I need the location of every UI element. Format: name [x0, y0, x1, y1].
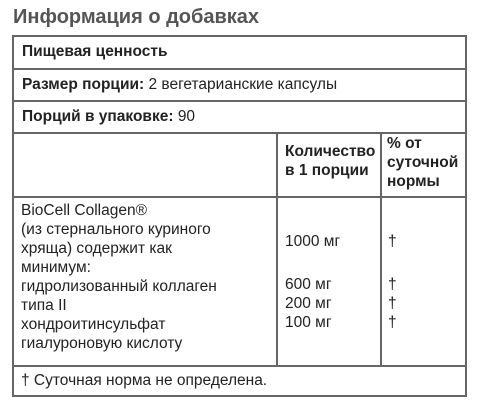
- amount-header-line1: Количество: [285, 143, 376, 160]
- amount-value: 600 мг: [285, 276, 332, 293]
- servings-row: [14, 102, 465, 134]
- footnote: † Суточная норма не определена.: [21, 372, 268, 389]
- ingredient-name-line: типа II: [21, 297, 67, 314]
- ingredient-name-line: минимум:: [21, 259, 91, 276]
- servings-value: 90: [177, 108, 196, 125]
- supplement-facts-table: [12, 35, 467, 397]
- daily-value-dagger: †: [388, 276, 397, 293]
- serving-size-value: 2 вегетарианские капсулы: [148, 76, 338, 93]
- footnote-row: [14, 367, 465, 395]
- ingredient-name-line: гидролизованный коллаген: [21, 278, 217, 295]
- daily-value-cell: [380, 198, 465, 365]
- serving-size: [22, 76, 337, 94]
- amount-value: 1000 мг: [285, 233, 341, 250]
- ingredient-row: [14, 198, 465, 367]
- dv-header-line3: нормы: [387, 173, 440, 190]
- servings-per-container: [22, 108, 195, 126]
- ingredient-name-line: хряща) содержит как: [21, 240, 172, 257]
- daily-value-dagger: †: [388, 314, 397, 331]
- serving-size-row: [14, 70, 465, 102]
- amount-header-cell: [276, 134, 380, 196]
- amount-value: 200 мг: [285, 295, 332, 312]
- amount-cell: [276, 198, 380, 365]
- dv-header-line2: суточной: [387, 154, 459, 171]
- ingredient-name-line: BioCell Collagen®: [21, 202, 148, 219]
- ingredient-name-line: хондроитинсульфат: [21, 316, 166, 333]
- servings-label: Порций в упаковке:: [22, 108, 174, 125]
- dv-header-line1: % от: [387, 135, 422, 152]
- amount-value: 100 мг: [285, 314, 332, 331]
- facts-title-row: [14, 37, 465, 70]
- ingredient-name-line: гиалуроновую кислоту: [21, 335, 183, 352]
- ingredient-name-line: (из стернального куриного: [21, 221, 211, 238]
- column-header-row: [14, 134, 465, 198]
- daily-value-dagger: †: [388, 233, 397, 250]
- facts-title: Пищевая ценность: [22, 43, 168, 60]
- page-heading: Информация о добавках: [13, 6, 260, 28]
- daily-value-dagger: †: [388, 295, 397, 312]
- amount-header-line2: в 1 порции: [285, 162, 369, 179]
- daily-value-header-cell: [380, 134, 465, 196]
- serving-size-label: Размер порции:: [22, 76, 145, 93]
